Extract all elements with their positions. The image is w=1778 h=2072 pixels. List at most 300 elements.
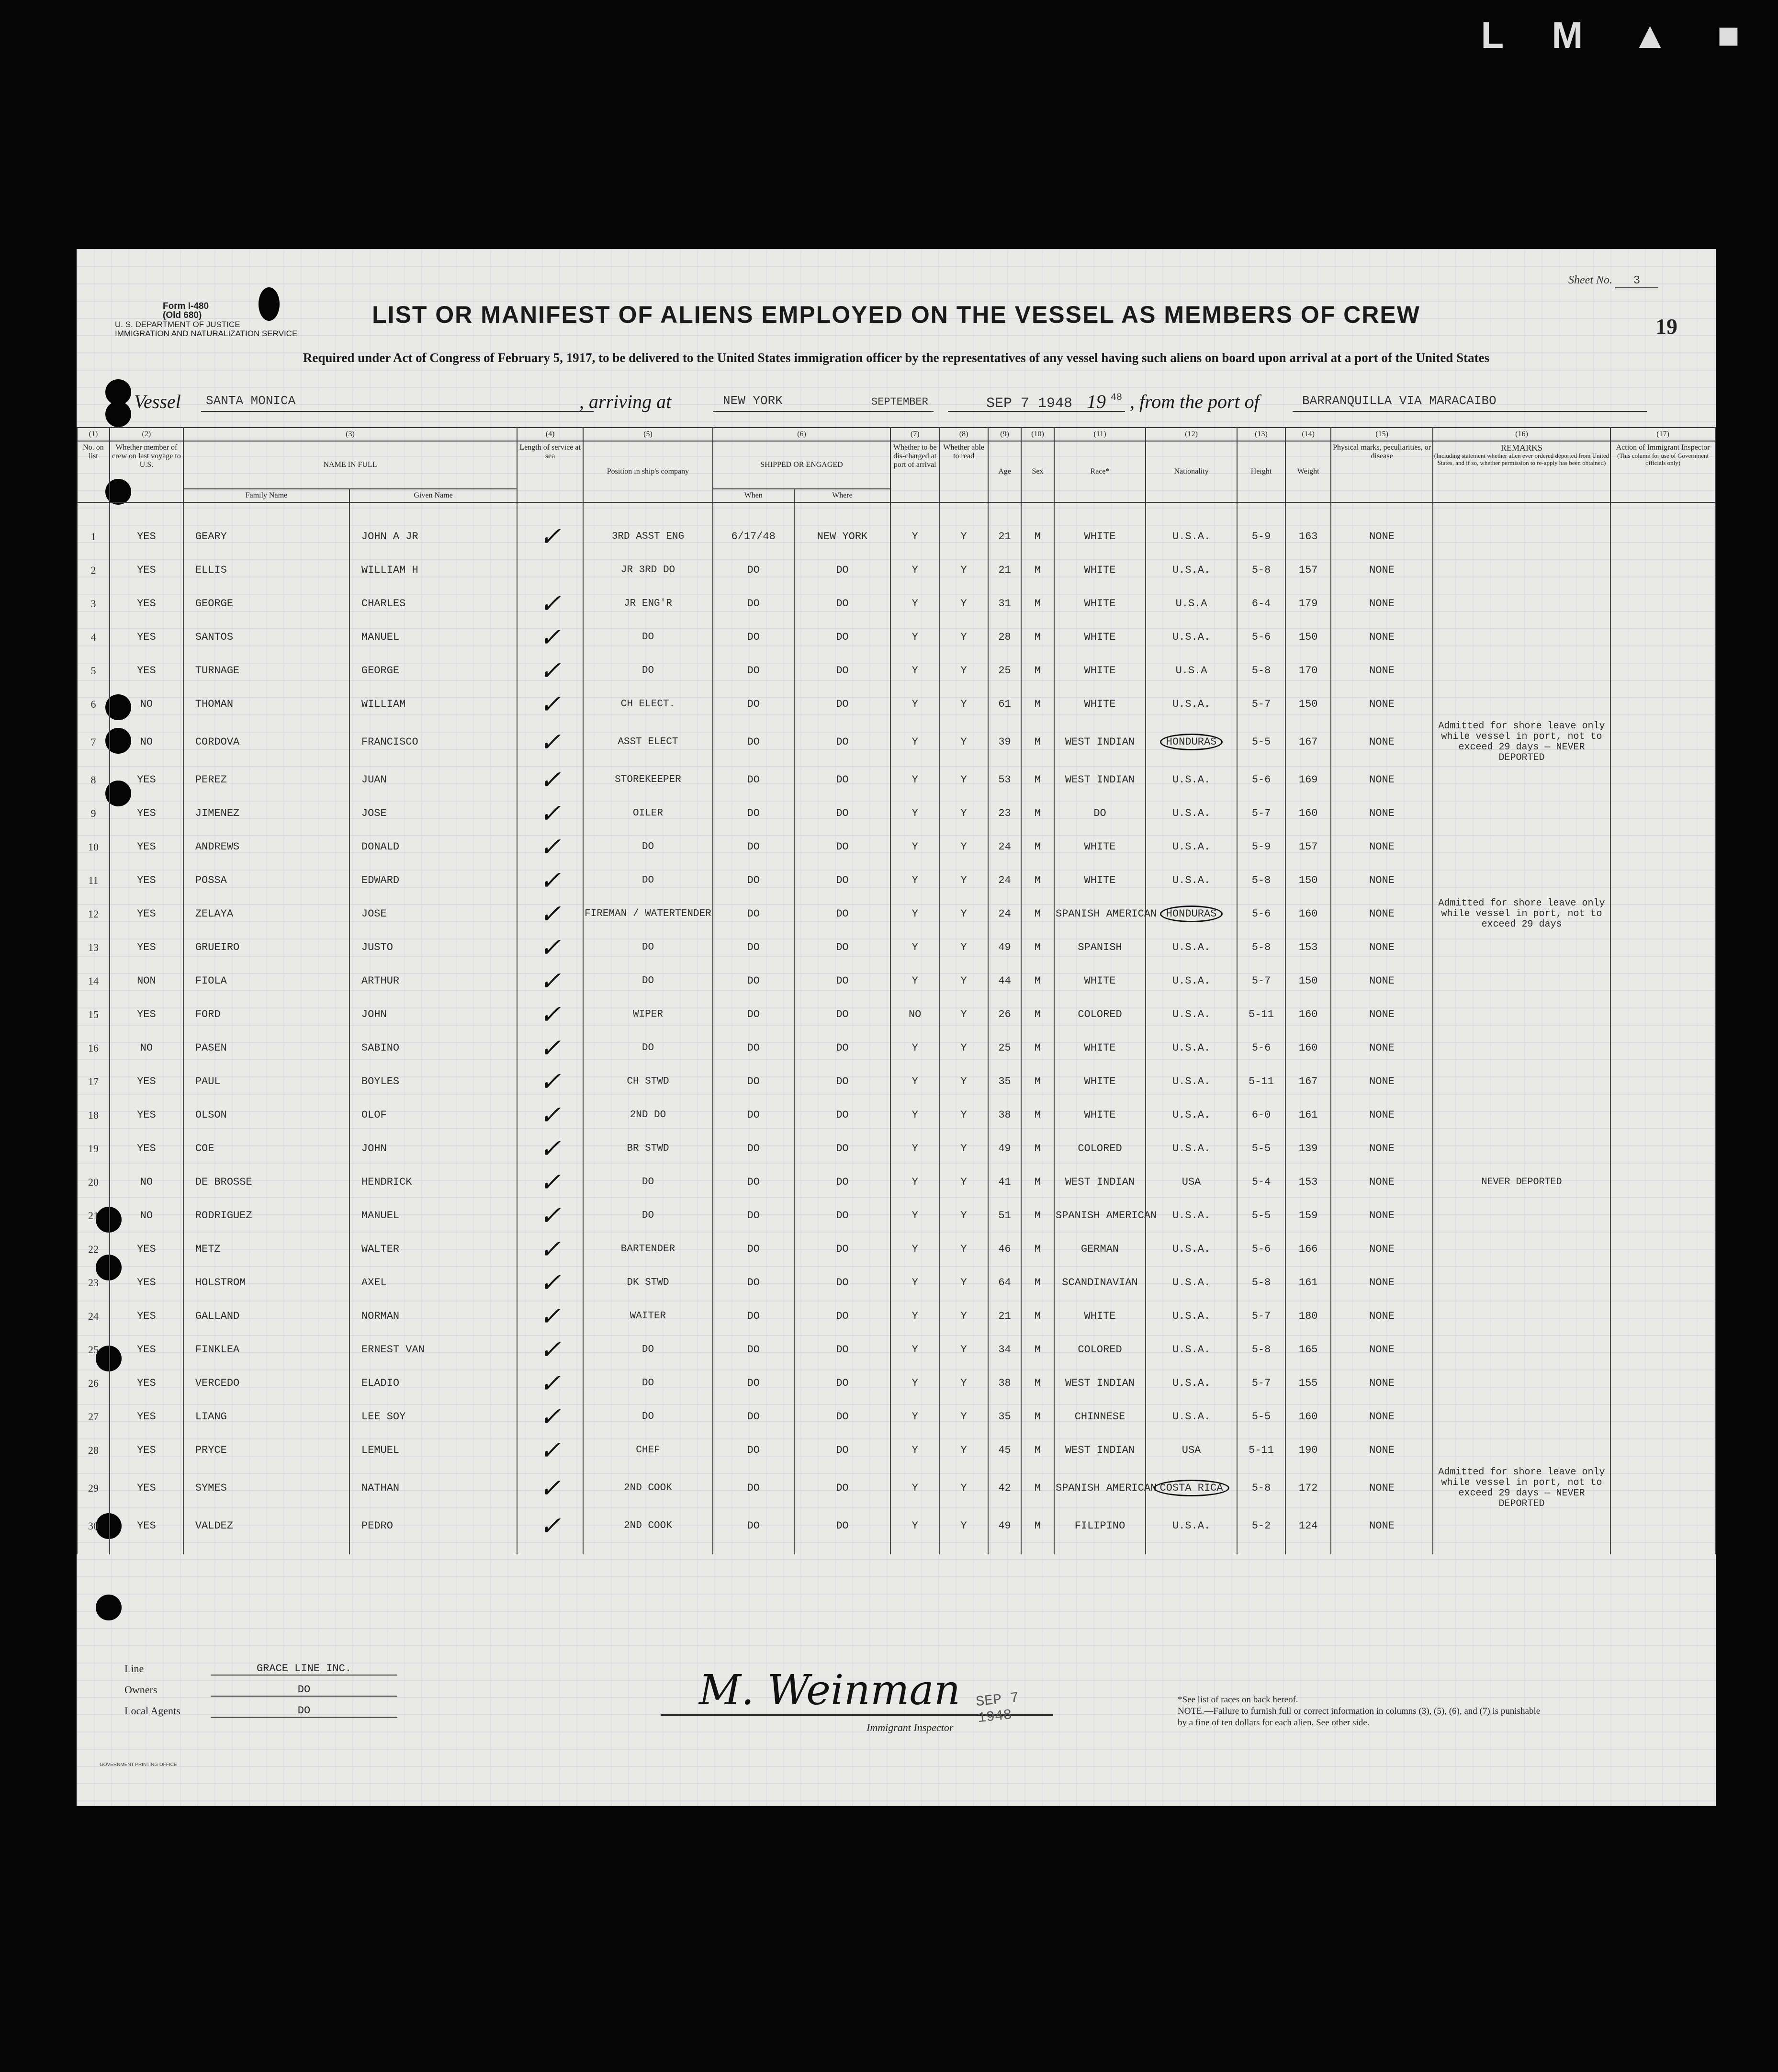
cell-action: [1610, 1333, 1715, 1367]
cell-given: WALTER: [349, 1233, 517, 1266]
cell-given: NORMAN: [349, 1300, 517, 1333]
crew-manifest-table: (1) (2) (3) (4) (5) (6) (7) (8) (9) (10) (11) (12) (13) (14) (15) (16) (17) No. on list Whether member of crew on last voyage to U.S. NAME IN FULL Length of service at sea Position in ship's company SHIPPED OR ENGAGED Whether to be dis-charged at port of arrival Whether able to read Age Sex Race* Nationality Height Weight Physical marks, peculiarities, or disease REMARKS (Including statement whether alien ever ordered deported from United States, and if so, whether permission to re-apply has been obtained) Action of Immigrant Inspector (This column for use of Government officials only) Family Name Given Name When Where 1 YES GEARY JOHN A JR ✓ 3RD ASST ENG 6/17/48 NEW YORK Y Y 21 M WHITE U.S.A. 5-9 163 NONE 2 YES ELLIS WILLIAM H JR 3RD DO DO DO Y Y 21 M WHITE U.S.A. 5-8 157 NONE 3 YES GEORGE CHARLES ✓ JR ENG'R DO DO Y Y 31 M WHITE U.S.A 6-4 179 NONE 4 YES SANTOS MANUEL ✓ DO DO DO Y Y 28 M WHITE U.S.A. 5-6 150 NONE 5 YES TURNAGE GEORGE ✓ DO DO DO Y Y 25 M WHITE U.S.A 5-8 170 NONE 6 NO THOMAN WILLIAM ✓ CH ELECT. DO DO Y Y 61 M WHITE U.S.A. 5-7 150 NONE 7 NO CORDOVA FRANCISCO ✓ ASST ELECT DO DO Y Y 39 M WEST INDIAN HONDURAS 5-5 167 NONE Admitted for shore leave only while vessel in port, not to exceed 29 days — NEVER DEPORTED 8 YES PEREZ JUAN ✓ STOREKEEPER DO DO Y Y 53 M WEST INDIAN U.S.A. 5-6 169 NONE 9 YES JIMENEZ JOSE ✓ OILER DO DO Y Y 23 M DO U.S.A. 5-7 160 NONE 10 YES ANDREWS DONALD ✓ DO DO DO Y Y 24 M WHITE U.S.A. 5-9 157 NONE 11 YES POSSA EDWARD ✓ DO DO DO Y Y 24 M WHITE U.S.A. 5-8 150 NONE 12 YES ZELAYA JOSE ✓ FIREMAN / WATERTENDER DO DO Y Y 24 M SPANISH AMERICAN HONDURAS 5-6 160 NONE Admitted for shore leave only while vessel in port, not to exceed 29 days 13 YES GRUEIRO JUSTO ✓ DO DO DO Y Y 49 M SPANISH U.S.A. 5-8 153 NONE 14 NON FIOLA ARTHUR ✓ DO DO DO Y Y 44 M WHITE U.S.A. 5-7 150 NONE 15 YES FORD JOHN ✓ WIPER DO DO NO Y 26 M COLORED U.S.A. 5-11 160 NONE 16 NO PASEN SABINO ✓ DO DO DO Y Y 25 M WHITE U.S.A. 5-6 160 NONE 17 YES PAUL BOYLES ✓ CH STWD DO DO Y Y 35 M WHITE U.S.A. 5-11 167 NONE 18 YES OLSON OLOF ✓ 2ND DO DO DO Y Y 38 M WHITE U.S.A. 6-0 161 NONE 19 YES COE JOHN ✓ BR STWD DO DO Y Y 49 M COLORED U.S.A. 5-5 139 NONE 20 NO DE BROSSE HENDRICK ✓ DO DO DO Y Y 41 M WEST INDIAN USA 5-4 153 NONE NEVER DEPORTED 21 NO RODRIGUEZ MANUEL ✓ DO DO DO Y Y 51 M SPANISH AMERICAN U.S.A. 5-5 159 NONE 22 YES METZ WALTER ✓ BARTENDER DO DO Y Y 46 M GERMAN U.S.A. 5-6 166 NONE 23 YES HOLSTROM AXEL ✓ DK STWD DO DO Y Y 64 M SCANDINAVIAN U.S.A. 5-8 161 NONE 24 YES GALLAND NORMAN ✓ WAITER DO DO Y Y 21 M WHITE U.S.A. 5-7 180 NONE 25 YES FINKLEA ERNEST VAN ✓ DO DO DO Y Y 34 M COLORED U.S.A. 5-8 165 NONE 26 YES VERCEDO ELADIO ✓ DO DO DO Y Y 38 M WEST INDIAN U.S.A. 5-7 155 NONE 27 YES LIANG LEE SOY ✓ DO DO DO Y Y 35 M CHINNESE U.S.A. 5-5 160 NONE 28 YES PRYCE LEMUEL ✓ CHEF DO DO Y Y 45 M WEST INDIAN USA 5-11 190 NONE 29 YES SYMES NATHAN ✓ 2ND COOK DO DO Y Y 42 M SPANISH AMERICAN COSTA RICA 5-8 172 NONE Admitted for shore leave only while vessel in port, not to exceed 29 days — NEVER DEPORTED 30 YES VALDEZ PEDRO ✓ 2ND COOK DO DO Y Y 49 M FILIPINO U.S.A. 5-2 124 NONE: [77, 427, 1716, 1554]
cell-disch: Y: [890, 1166, 939, 1199]
cell-nationality: U.S.A.: [1146, 554, 1237, 587]
cell-service: ✓: [517, 1031, 583, 1065]
cell-weight: 180: [1285, 1300, 1331, 1333]
cell-disch: Y: [890, 721, 939, 763]
cell-family: GEARY: [183, 520, 349, 554]
punch-hole: [96, 1595, 122, 1620]
cell-action: [1610, 1467, 1715, 1509]
col-sex: Sex: [1021, 441, 1054, 502]
cell-race: GERMAN: [1054, 1233, 1146, 1266]
cell-where: NEW YORK: [794, 520, 891, 554]
cell-position: DO: [583, 931, 713, 964]
cell-weight: 150: [1285, 964, 1331, 998]
cell-race: WHITE: [1054, 1031, 1146, 1065]
cell-sex: M: [1021, 1509, 1054, 1543]
cell-marks: NONE: [1331, 554, 1432, 587]
cell-race: WHITE: [1054, 864, 1146, 897]
cell-where: DO: [794, 897, 891, 931]
cell-action: [1610, 1199, 1715, 1233]
cell-sex: M: [1021, 964, 1054, 998]
cell-service: ✓: [517, 1065, 583, 1098]
cell-sex: M: [1021, 1132, 1054, 1166]
cell-age: 35: [988, 1400, 1021, 1434]
cell-age: 34: [988, 1333, 1021, 1367]
cell-remarks: [1433, 1434, 1610, 1467]
cell-position: DK STWD: [583, 1266, 713, 1300]
cell-age: 61: [988, 688, 1021, 721]
cell-remarks: [1433, 587, 1610, 621]
table-row: [77, 1233, 1715, 1266]
cell-where: DO: [794, 688, 891, 721]
cell-service: ✓: [517, 931, 583, 964]
table-row: [77, 1098, 1715, 1132]
cell-height: 5-9: [1237, 520, 1285, 554]
cell-where: DO: [794, 797, 891, 830]
inspector-date-stamp: SEP 7 1948: [975, 1690, 1020, 1727]
cell-where: DO: [794, 1166, 891, 1199]
cell-prev: NO: [110, 688, 183, 721]
cell-where: DO: [794, 830, 891, 864]
table-row: [77, 688, 1715, 721]
cell-weight: 150: [1285, 864, 1331, 897]
table-row: [77, 1509, 1715, 1543]
cell-read: Y: [939, 688, 988, 721]
cell-weight: 167: [1285, 1065, 1331, 1098]
cell-race: SPANISH AMERICAN: [1054, 1199, 1146, 1233]
cell-given: LEMUEL: [349, 1434, 517, 1467]
cell-service: ✓: [517, 1199, 583, 1233]
cell-height: 5-5: [1237, 1132, 1285, 1166]
cell-disch: Y: [890, 1434, 939, 1467]
cell-height: 5-7: [1237, 797, 1285, 830]
cell-disch: Y: [890, 520, 939, 554]
cell-height: 5-7: [1237, 964, 1285, 998]
cell-given: BOYLES: [349, 1065, 517, 1098]
cell-service: ✓: [517, 721, 583, 763]
cell-nationality: [1146, 1166, 1237, 1199]
cell-given: JOHN A JR: [349, 520, 517, 554]
cell-disch: Y: [890, 688, 939, 721]
cell-nationality: U.S.A.: [1146, 1065, 1237, 1098]
cell-disch: Y: [890, 763, 939, 797]
cell-given: FRANCISCO: [349, 721, 517, 763]
cell-sex: M: [1021, 688, 1054, 721]
cell-position: 2ND DO: [583, 1098, 713, 1132]
cell-prev: YES: [110, 1266, 183, 1300]
cell-where: DO: [794, 931, 891, 964]
cell-prev: YES: [110, 1300, 183, 1333]
cell-when: DO: [713, 654, 794, 688]
cell-when: DO: [713, 688, 794, 721]
cell-race: WHITE: [1054, 1098, 1146, 1132]
cell-no: 26: [77, 1367, 110, 1400]
cell-nationality: U.S.A.: [1146, 931, 1237, 964]
cell-when: DO: [713, 1300, 794, 1333]
cell-age: 64: [988, 1266, 1021, 1300]
cell-marks: NONE: [1331, 1434, 1432, 1467]
cell-when: DO: [713, 998, 794, 1031]
cell-marks: NONE: [1331, 763, 1432, 797]
cell-prev: YES: [110, 998, 183, 1031]
cell-race: WHITE: [1054, 587, 1146, 621]
cell-family: GRUEIRO: [183, 931, 349, 964]
cell-race: WHITE: [1054, 1065, 1146, 1098]
page-title: LIST OR MANIFEST OF ALIENS EMPLOYED ON THE VESSEL AS MEMBERS OF CREW: [372, 301, 1420, 328]
cell-family: THOMAN: [183, 688, 349, 721]
cell-service: ✓: [517, 654, 583, 688]
cell-where: DO: [794, 1333, 891, 1367]
cell-action: [1610, 1166, 1715, 1199]
cell-position: DO: [583, 1166, 713, 1199]
cell-height: 5-9: [1237, 830, 1285, 864]
cell-position: BARTENDER: [583, 1233, 713, 1266]
cell-family: PRYCE: [183, 1434, 349, 1467]
cell-action: [1610, 897, 1715, 931]
cell-height: 5-5: [1237, 1199, 1285, 1233]
cell-nationality: U.S.A.: [1146, 1098, 1237, 1132]
cell-prev: YES: [110, 1065, 183, 1098]
cell-prev: YES: [110, 864, 183, 897]
cell-read: Y: [939, 1031, 988, 1065]
cell-when: DO: [713, 1434, 794, 1467]
col-length-service: Length of service at sea: [517, 441, 583, 502]
cell-age: 38: [988, 1098, 1021, 1132]
cell-prev: YES: [110, 1467, 183, 1509]
cell-no: 1: [77, 520, 110, 554]
cell-no: 6: [77, 688, 110, 721]
cell-no: 27: [77, 1400, 110, 1434]
cell-family: GEORGE: [183, 587, 349, 621]
cell-race: WHITE: [1054, 688, 1146, 721]
col-shipped-engaged: SHIPPED OR ENGAGED: [713, 441, 890, 489]
table-row: [77, 520, 1715, 554]
cell-family: POSSA: [183, 864, 349, 897]
cell-sex: M: [1021, 998, 1054, 1031]
nationality-value: HONDURAS: [1160, 906, 1223, 922]
cell-height: 5-7: [1237, 1300, 1285, 1333]
table-row: [77, 621, 1715, 654]
cell-prev: YES: [110, 897, 183, 931]
arrival-month: SEPTEMBER: [871, 396, 928, 408]
cell-weight: 163: [1285, 520, 1331, 554]
cell-no: 3: [77, 587, 110, 621]
cell-given: MANUEL: [349, 621, 517, 654]
cell-height: 5-11: [1237, 1434, 1285, 1467]
cell-when: DO: [713, 830, 794, 864]
cell-when: DO: [713, 1233, 794, 1266]
cell-position: DO: [583, 1031, 713, 1065]
cell-no: 12: [77, 897, 110, 931]
cell-sex: M: [1021, 897, 1054, 931]
cell-no: 19: [77, 1132, 110, 1166]
cell-weight: 172: [1285, 1467, 1331, 1509]
cell-age: 21: [988, 554, 1021, 587]
cell-disch: Y: [890, 1300, 939, 1333]
cell-position: DO: [583, 1333, 713, 1367]
cell-given: JUAN: [349, 763, 517, 797]
cell-prev: YES: [110, 1098, 183, 1132]
cell-where: DO: [794, 587, 891, 621]
cell-age: 44: [988, 964, 1021, 998]
cell-marks: NONE: [1331, 1333, 1432, 1367]
cell-marks: NONE: [1331, 998, 1432, 1031]
cell-service: ✓: [517, 1098, 583, 1132]
cell-read: Y: [939, 1233, 988, 1266]
cell-read: Y: [939, 654, 988, 688]
cell-where: DO: [794, 554, 891, 587]
cell-height: 5-6: [1237, 621, 1285, 654]
cell-service: ✓: [517, 830, 583, 864]
cell-nationality: U.S.A.: [1146, 1333, 1237, 1367]
cell-family: TURNAGE: [183, 654, 349, 688]
cell-age: 49: [988, 931, 1021, 964]
cell-when: DO: [713, 1132, 794, 1166]
cell-no: 2: [77, 554, 110, 587]
cell-age: 35: [988, 1065, 1021, 1098]
cell-no: 9: [77, 797, 110, 830]
cell-age: 38: [988, 1367, 1021, 1400]
cell-read: Y: [939, 830, 988, 864]
cell-read: Y: [939, 1300, 988, 1333]
table-row: [77, 587, 1715, 621]
cell-age: 39: [988, 721, 1021, 763]
cell-age: 24: [988, 830, 1021, 864]
form-identifier: Form I-480 (Old 680) U. S. DEPARTMENT OF JUSTICE IMMIGRATION AND NATURALIZATION SERVICE: [115, 301, 298, 338]
cell-given: JUSTO: [349, 931, 517, 964]
cell-nationality: U.S.A.: [1146, 1266, 1237, 1300]
cell-family: FINKLEA: [183, 1333, 349, 1367]
cell-family: OLSON: [183, 1098, 349, 1132]
cell-when: DO: [713, 1367, 794, 1400]
cell-no: 29: [77, 1467, 110, 1509]
nationality-value: USA: [1182, 1444, 1201, 1456]
cell-no: 10: [77, 830, 110, 864]
arrival-year: 48: [1111, 392, 1123, 403]
table-row: [77, 1467, 1715, 1509]
cell-age: 31: [988, 587, 1021, 621]
cell-marks: NONE: [1331, 654, 1432, 688]
cell-when: DO: [713, 1400, 794, 1434]
cell-given: JOHN: [349, 998, 517, 1031]
cell-sex: M: [1021, 1467, 1054, 1509]
cell-family: PAUL: [183, 1065, 349, 1098]
cell-read: Y: [939, 897, 988, 931]
cell-family: JIMENEZ: [183, 797, 349, 830]
cell-service: ✓: [517, 1132, 583, 1166]
cell-sex: M: [1021, 554, 1054, 587]
cell-action: [1610, 1400, 1715, 1434]
line-value: GRACE LINE INC.: [211, 1663, 397, 1676]
cell-read: Y: [939, 1434, 988, 1467]
cell-height: 5-8: [1237, 1266, 1285, 1300]
cell-height: 5-7: [1237, 688, 1285, 721]
col-physical-marks: Physical marks, peculiarities, or disease: [1331, 441, 1432, 502]
cell-no: 24: [77, 1300, 110, 1333]
cell-no: 28: [77, 1434, 110, 1467]
cell-race: COLORED: [1054, 1132, 1146, 1166]
cell-nationality: U.S.A.: [1146, 1509, 1237, 1543]
cell-nationality: U.S.A.: [1146, 964, 1237, 998]
cell-marks: NONE: [1331, 1132, 1432, 1166]
cell-read: Y: [939, 1367, 988, 1400]
table-row: [77, 1367, 1715, 1400]
cell-disch: Y: [890, 1132, 939, 1166]
cell-action: [1610, 931, 1715, 964]
cell-when: DO: [713, 554, 794, 587]
cell-read: Y: [939, 864, 988, 897]
table-row: [77, 721, 1715, 763]
cell-position: ASST ELECT: [583, 721, 713, 763]
cell-nationality: [1146, 721, 1237, 763]
cell-no: 25: [77, 1333, 110, 1367]
cell-remarks: [1433, 1400, 1610, 1434]
cell-remarks: [1433, 1300, 1610, 1333]
cell-height: 5-4: [1237, 1166, 1285, 1199]
cell-family: PEREZ: [183, 763, 349, 797]
cell-race: CHINNESE: [1054, 1400, 1146, 1434]
cell-disch: Y: [890, 554, 939, 587]
cell-family: FIOLA: [183, 964, 349, 998]
cell-where: DO: [794, 1467, 891, 1509]
cell-given: GEORGE: [349, 654, 517, 688]
cell-height: 5-11: [1237, 998, 1285, 1031]
cell-weight: 167: [1285, 721, 1331, 763]
cell-disch: NO: [890, 998, 939, 1031]
cell-family: SANTOS: [183, 621, 349, 654]
cell-service: ✓: [517, 688, 583, 721]
cell-read: Y: [939, 1467, 988, 1509]
table-row: [77, 1300, 1715, 1333]
table-row: [77, 1132, 1715, 1166]
col-given-name: Given Name: [349, 489, 517, 502]
cell-service: ✓: [517, 520, 583, 554]
cell-weight: 124: [1285, 1509, 1331, 1543]
cell-prev: YES: [110, 1434, 183, 1467]
cell-age: 42: [988, 1467, 1021, 1509]
cell-where: DO: [794, 1031, 891, 1065]
col-race: Race*: [1054, 441, 1146, 502]
cell-family: CORDOVA: [183, 721, 349, 763]
cell-read: Y: [939, 1333, 988, 1367]
cell-where: DO: [794, 1233, 891, 1266]
cell-age: 51: [988, 1199, 1021, 1233]
cell-where: DO: [794, 721, 891, 763]
cell-weight: 165: [1285, 1333, 1331, 1367]
cell-remarks: [1433, 998, 1610, 1031]
cell-nationality: U.S.A: [1146, 587, 1237, 621]
cell-action: [1610, 587, 1715, 621]
cell-read: Y: [939, 763, 988, 797]
cell-where: DO: [794, 1266, 891, 1300]
cell-height: 6-0: [1237, 1098, 1285, 1132]
cell-action: [1610, 1065, 1715, 1098]
cell-read: Y: [939, 587, 988, 621]
cell-action: [1610, 763, 1715, 797]
cell-marks: NONE: [1331, 1233, 1432, 1266]
cell-sex: M: [1021, 830, 1054, 864]
cell-race: SPANISH AMERICAN: [1054, 1467, 1146, 1509]
col-discharged: Whether to be dis-charged at port of arrival: [890, 441, 939, 502]
cell-disch: Y: [890, 797, 939, 830]
cell-given: OLOF: [349, 1098, 517, 1132]
cell-action: [1610, 1367, 1715, 1400]
cell-weight: 160: [1285, 1400, 1331, 1434]
cell-read: Y: [939, 1132, 988, 1166]
cell-family: DE BROSSE: [183, 1166, 349, 1199]
cell-race: FILIPINO: [1054, 1509, 1146, 1543]
departure-port: BARRANQUILLA VIA MARACAIBO: [1302, 394, 1497, 408]
col-age: Age: [988, 441, 1021, 502]
cell-marks: NONE: [1331, 1300, 1432, 1333]
cell-sex: M: [1021, 931, 1054, 964]
cell-action: [1610, 830, 1715, 864]
cell-nationality: U.S.A.: [1146, 1400, 1237, 1434]
cell-height: 5-6: [1237, 763, 1285, 797]
cell-marks: NONE: [1331, 721, 1432, 763]
cell-remarks: [1433, 1098, 1610, 1132]
cell-where: DO: [794, 1300, 891, 1333]
cell-service: ✓: [517, 1400, 583, 1434]
cell-age: 25: [988, 1031, 1021, 1065]
cell-race: WHITE: [1054, 621, 1146, 654]
cell-remarks: Admitted for shore leave only while vessel in port, not to exceed 29 days: [1433, 897, 1610, 931]
cell-race: WEST INDIAN: [1054, 1166, 1146, 1199]
cell-nationality: U.S.A.: [1146, 621, 1237, 654]
cell-given: WILLIAM: [349, 688, 517, 721]
cell-remarks: [1433, 1233, 1610, 1266]
col-name-in-full: NAME IN FULL: [183, 441, 517, 489]
cell-read: Y: [939, 621, 988, 654]
cell-marks: NONE: [1331, 931, 1432, 964]
cell-disch: Y: [890, 830, 939, 864]
cell-sex: M: [1021, 1166, 1054, 1199]
cell-service: ✓: [517, 1467, 583, 1509]
cell-sex: M: [1021, 1367, 1054, 1400]
cell-position: 2ND COOK: [583, 1467, 713, 1509]
cell-prev: YES: [110, 1233, 183, 1266]
cell-sex: M: [1021, 1300, 1054, 1333]
cell-weight: 153: [1285, 931, 1331, 964]
cell-position: BR STWD: [583, 1132, 713, 1166]
cell-weight: 155: [1285, 1367, 1331, 1400]
cell-action: [1610, 654, 1715, 688]
cell-where: DO: [794, 1509, 891, 1543]
cell-height: 5-5: [1237, 1400, 1285, 1434]
cell-remarks: [1433, 1199, 1610, 1233]
cell-disch: Y: [890, 1333, 939, 1367]
cell-given: ELADIO: [349, 1367, 517, 1400]
cell-when: DO: [713, 1199, 794, 1233]
col-position: Position in ship's company: [583, 441, 713, 502]
cell-service: ✓: [517, 587, 583, 621]
cell-nationality: U.S.A.: [1146, 1132, 1237, 1166]
cell-weight: 157: [1285, 830, 1331, 864]
inspector-label: Immigrant Inspector: [866, 1721, 954, 1733]
cell-remarks: [1433, 1031, 1610, 1065]
cell-position: DO: [583, 864, 713, 897]
cell-prev: YES: [110, 763, 183, 797]
manifest-sheet: [77, 249, 1716, 1806]
cell-nationality: U.S.A.: [1146, 830, 1237, 864]
cell-no: 11: [77, 864, 110, 897]
col-action: Action of Immigrant Inspector (This column for use of Government officials only): [1610, 441, 1715, 502]
table-row: [77, 830, 1715, 864]
cell-height: 5-8: [1237, 1467, 1285, 1509]
table-row: [77, 1266, 1715, 1300]
